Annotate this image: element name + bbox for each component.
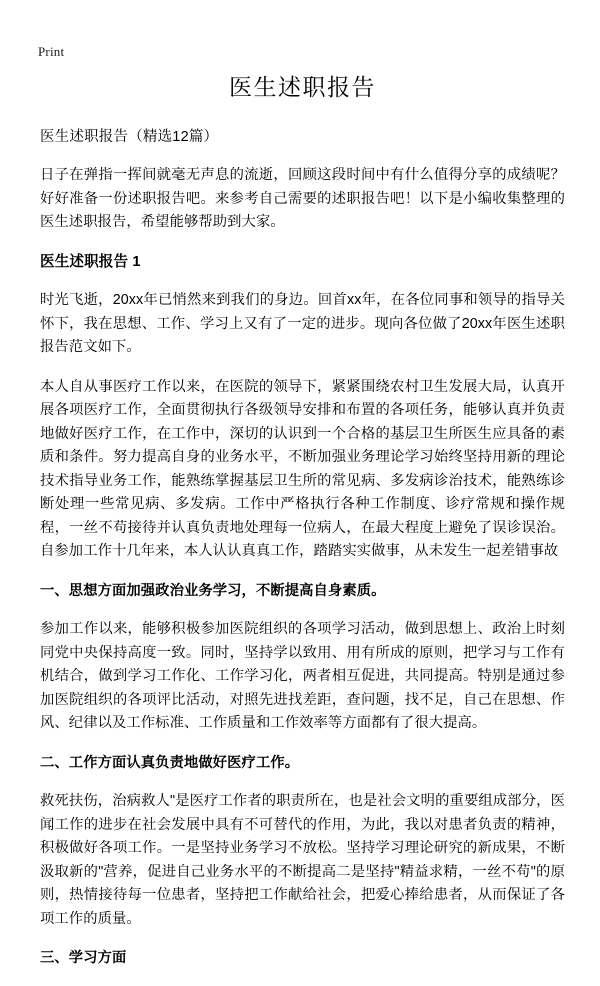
section-2-body: 救死扶伤，治病救人"是医疗工作者的职责所在，也是社会文明的重要组成部分，医闻工作的进步在社会发展中具有不可替代的作用，为此，我以对患者负责的精神，积极做好各项工作。一是坚持业务学习不放松。坚持学习理论研究的新成果，不断汲取新的"营养，促进自己业务水平的不断提高二是坚持"精益求精，一丝不苟"的原则，热情接待每一位患者，坚持把工作献给社会，把爱心捧给患者，从而保证了各项工作的质量。 <box>40 793 565 927</box>
section-heading-2: 二、工作方面认真负责地做好医疗工作。 <box>40 754 300 771</box>
page-title: 医生述职报告 <box>229 74 376 100</box>
section-heading-1: 一、思想方面加强政治业务学习，不断提高自身素质。 <box>40 582 386 599</box>
intro-paragraph: 日子在弹指一挥间就毫无声息的流逝，回顾这段时间中有什么值得分享的成绩呢？好好准备一份述职报告吧。来参考自己需要的述职报告吧！以下是小编收集整理的医生述职报告，希望能够帮助到大家。 <box>40 167 565 230</box>
paragraph-1: 时光飞逝，20xx年已悄然来到我们的身边。回首xx年，在各位同事和领导的指导关怀下，我在思想、工作、学习上又有了一定的进步。现向各位做了20xx年医生述职报告范文如下。 <box>40 292 565 355</box>
paragraph-2: 本人自从事医疗工作以来，在医院的领导下，紧紧围绕农村卫生发展大局，认真开展各项医疗工作，全面贯彻执行各级领导安排和布置的各项任务，能够认真并负责地做好医疗工作，在工作中，深切的认识到一个合格的基层卫生所医生应具备的素质和条件。努力提高自身的业务水平，不断加强业务理论学习始终坚持用新的理论技术指导业务工作，能熟练掌握基层卫生所的常见病、多发病诊治技术，能熟练诊断处理一些常见病、多发病。工作中严格执行各种工作制度、诊疗常规和操作规程，一丝不苟接待并认真负责地处理每一位病人，在最大程度上避免了误诊误治。自参加工作十几年来，本人认认真真工作，踏踏实实做事，从未发生一起差错事故 <box>40 378 565 559</box>
document-subtitle: 医生述职报告（精选12篇） <box>40 129 219 145</box>
entry-heading-1: 医生述职报告 1 <box>40 253 141 270</box>
print-link[interactable]: Print <box>38 44 65 59</box>
section-heading-3: 三、学习方面 <box>40 950 127 966</box>
section-1-body: 参加工作以来，能够积极参加医院组织的各项学习活动，做到思想上、政治上时刻同党中央保持高度一致。同时，坚持学以致用、用有所成的原则，把学习与工作有机结合，做到学习工作化、工作学习化，两者相互促进，共同提高。特别是通过参加医院组织的各项评比活动，对照先进找差距，查问题，找不足，自己在思想、作风、纪律以及工作标准、工作质量和工作效率等方面都有了很大提高。 <box>40 621 565 731</box>
document-body <box>40 72 565 986</box>
